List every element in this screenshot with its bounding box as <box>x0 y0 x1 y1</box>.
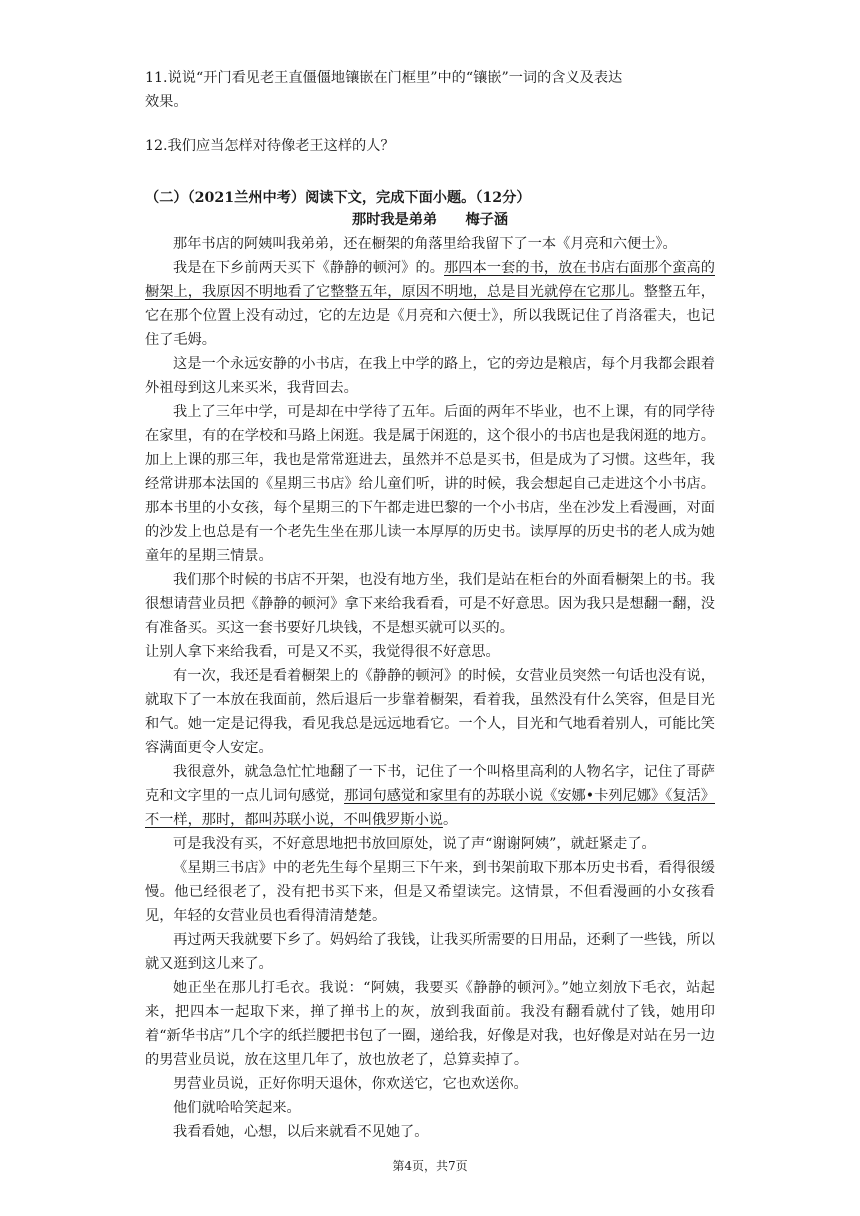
paragraph: 我上了三年中学，可是却在中学待了五年。后面的两年不毕业，也不上课，有的同学待在家里，有的在学校和马路上闲逛。我是属于闲逛的，这个很小的书店也是我闲逛的地方。加上上课的那三年，我也是常常逛进去，虽然并不总是买书，但是成为了习惯。这些年，我经常讲那本法国的《星期三书店》给儿童们听，讲的时候，我会想起自己走进这个小书店。那本书里的小女孩，每个星期三的下午都走进巴黎的一个小书店，坐在沙发上看漫画，对面的沙发上也总是有一个老先生坐在那儿读一本厚厚的历史书。读厚厚的历史书的老人成为她童年的星期三情景。 <box>145 404 715 564</box>
paragraph: 这是一个永远安静的小书店，在我上中学的路上，它的旁边是粮店，每个月我都会跟着外祖母到这儿来买米，我背回去。 <box>145 356 715 396</box>
paragraph: 他们就哈哈笑起来。 <box>173 1100 301 1116</box>
article-body <box>145 232 715 1144</box>
underlined-sentence: 那词句感觉和家里有的苏联小说《安娜•卡列尼娜》《复活》不一样，那时，都叫苏联小说，不叫俄罗斯小说 <box>145 788 715 828</box>
paragraph: 那年书店的阿姨叫我弟弟，还在橱架的角落里给我留下了一本《月亮和六便士》。 <box>173 236 677 252</box>
paragraph: 我看看她，心想，以后来就看不见她了。 <box>173 1124 429 1140</box>
paragraph: 有一次，我还是看着橱架上的《静静的顿河》的时候，女营业员突然一句话也没有说，就取下了一本放在我面前，然后退后一步靠着橱架，看着我，虽然没有什么笑容，但是目光和气。她一定是记得我，看见我总是远远地看它。一个人，目光和气地看着别人，可能比笑容满面更令人安定。 <box>145 668 715 756</box>
paragraph: 《星期三书店》中的老先生每个星期三下午来，到书架前取下那本历史书看，看得很缓慢。他已经很老了，没有把书买下来，但是又希望读完。这情景，不但看漫画的小女孩看见，年轻的女营业员也看得清清楚楚。 <box>145 860 715 924</box>
paragraph: 我很意外，就急急忙忙地翻了一下书，记住了一个叫格里高利的人物名字，记住了哥萨克和文字里的一点儿词句感觉，那词句感觉和家里有的苏联小说《安娜•卡列尼娜》《复活》不一样，那时，都叫苏联小说，不叫俄罗斯小说。 <box>145 764 715 828</box>
paragraph: 我是在下乡前两天买下《静静的顿河》的。那四本一套的书，放在书店右面那个蛮高的橱架上，我原因不明地看了它整整五年，原因不明地，总是目光就停在它那儿。整整五年，它在那个位置上没有动过，它的左边是《月亮和六便士》，所以我既记住了肖洛霍夫，也记住了毛姆。 <box>145 260 715 348</box>
article-title: 那时我是弟弟 梅子涵 <box>351 212 509 228</box>
paragraph: 她正坐在那儿打毛衣。我说：“阿姨，我要买《静静的顿河》。”她立刻放下毛衣，站起来，把四本一起取下来，掸了掸书上的灰，放到我面前。我没有翻看就付了钱，她用印着“新华书店”几个字的纸拦腰把书包了一圈，递给我，好像是对我，也好像是对站在另一边的男营业员说，放在这里几年了，放也放老了，总算卖掉了。 <box>145 980 715 1068</box>
paragraph: 我们那个时候的书店不开架，也没有地方坐，我们是站在柜台的外面看橱架上的书。我很想请营业员把《静静的顿河》拿下来给我看看，可是不好意思。因为我只是想翻一翻，没有准备买。买这一套书要好几块钱，不是想买就可以买的。 <box>145 572 715 636</box>
page-footer: 第4页，共7页 <box>392 1159 468 1173</box>
question-12: 12.我们应当怎样对待像老王这样的人？ <box>145 138 395 154</box>
question-11-line2: 效果。 <box>145 94 188 110</box>
paragraph: 让别人拿下来给我看，可是又不买，我觉得很不好意思。 <box>145 644 500 660</box>
section-header: （二）（2021兰州中考）阅读下文，完成下面小题。（12分） <box>145 190 531 206</box>
question-11-line1: 11.说说“开门看见老王直僵僵地镶嵌在门框里”中的“镶嵌”一词的含义及表达 <box>145 70 623 86</box>
paragraph: 再过两天我就要下乡了。妈妈给了我钱，让我买所需要的日用品，还剩了一些钱，所以就又逛到这儿来了。 <box>145 932 715 972</box>
paragraph: 男营业员说，正好你明天退休，你欢送它，它也欢送你。 <box>173 1076 528 1092</box>
underlined-sentence: 那四本一套的书，放在书店右面那个蛮高的橱架上，我原因不明地看了它整整五年，原因不明地，总是目光就停在它那儿 <box>145 260 715 300</box>
paragraph: 可是我没有买，不好意思地把书放回原处，说了声“谢谢阿姨”，就赶紧走了。 <box>173 836 656 852</box>
